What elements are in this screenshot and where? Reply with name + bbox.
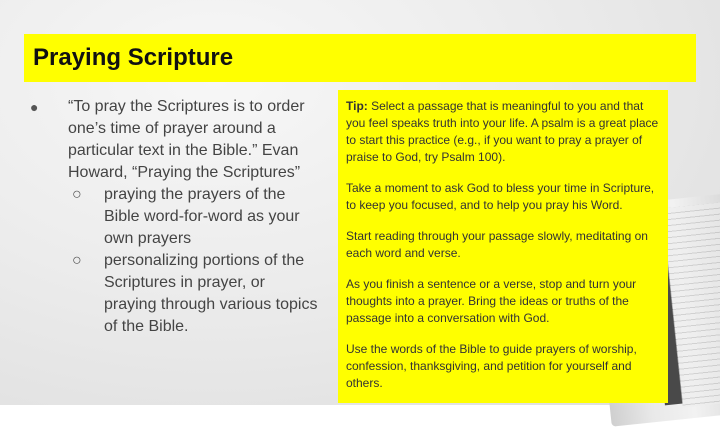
sub-bullet [28,250,320,338]
step-paragraph: Use the words of the Bible to guide prayers of worship, confession, thanksgiving, and petition for yourself and others. [346,342,637,390]
sub-bullet-text: personalizing portions of the Scriptures in prayer, or praying through various topics of the Bible. [104,252,318,335]
step-paragraph: Start reading through your passage slowly, meditating on each word and verse. [346,229,648,260]
main-bullet [28,96,320,184]
tip-box [338,90,668,403]
sub-bullet [28,184,320,250]
bullet-dot-icon: ● [30,99,39,115]
tip-paragraph [346,98,660,166]
hollow-bullet-icon: ○ [72,186,82,203]
step-paragraph: As you finish a sentence or a verse, stop and turn your thoughts into a prayer. Bring the ideas or truths of the passage into a conversation with God. [346,277,637,325]
tip-text: Select a passage that is meaningful to you and that you feel speaks truth into your life. A psalm is a great place to start this practice (e.g., if you want to pray a prayer of praise to God, try Psalm 100). [346,99,659,164]
slide-title: Praying Scripture [33,44,234,71]
hollow-bullet-icon: ○ [72,252,82,269]
step-paragraph: Take a moment to ask God to bless your time in Scripture, to keep you focused, and to help you pray his Word. [346,181,655,212]
tip-label: Tip: [346,99,368,113]
main-bullet-text: “To pray the Scriptures is to order one’s time of prayer around a particular text in the Bible.” Evan Howard, “Praying the Scriptures” [68,98,305,181]
sub-bullet-text: praying the prayers of the Bible word-for-word as your own prayers [104,186,300,247]
left-content [28,96,320,338]
